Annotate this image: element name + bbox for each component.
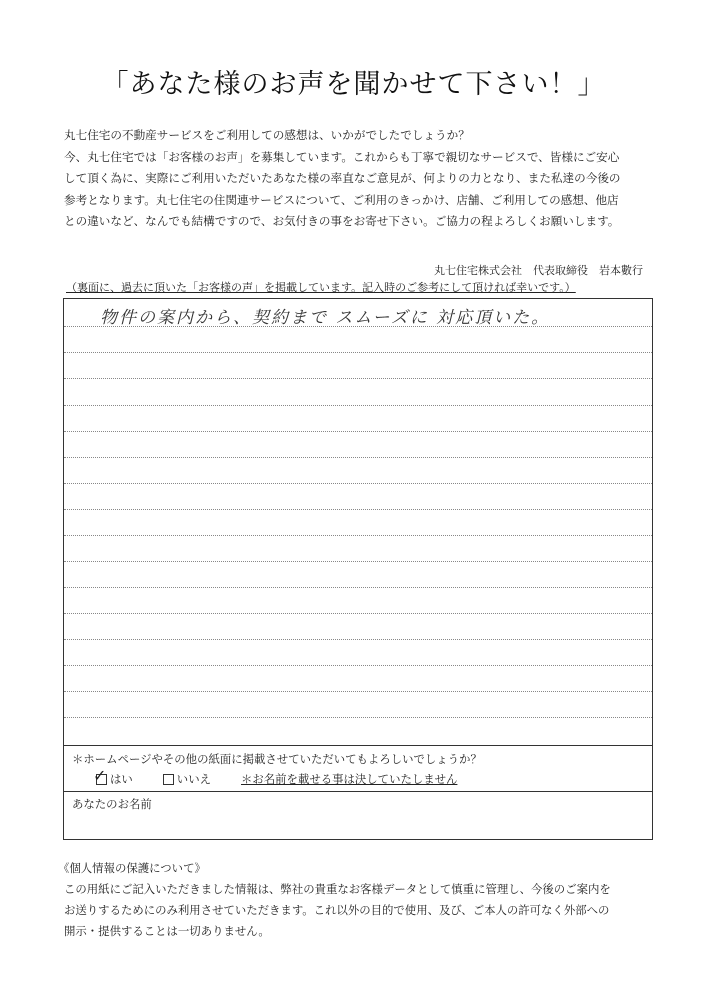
intro-line: との違いなど、なんでも結構ですので、お気付きの事をお寄せ下さい。ご協力の程よろしくお願いします。 (64, 214, 620, 228)
name-divider (64, 791, 652, 792)
writing-line (64, 717, 652, 718)
yes-label: はい (110, 772, 133, 786)
signature: 丸七住宅株式会社 代表取締役 岩本數行 (434, 264, 643, 277)
privacy-line: この用紙にご記入いただきました情報は、弊社の貴重なお客様データとして慎重に管理し、今後のご案内を (64, 882, 611, 896)
name-privacy-note: ＊お名前を載せる事は決していたしません (240, 772, 458, 786)
comment-form (63, 298, 653, 840)
checkmark-icon (96, 774, 107, 785)
writing-line (64, 613, 652, 614)
privacy-line: 開示・提供することは一切ありません。 (64, 924, 270, 938)
writing-line (64, 535, 652, 536)
intro-line: して頂く為に、実際にご利用いただいたあなた様の率直なご意見が、何よりの力となり、また私達の今後の (64, 171, 621, 185)
writing-line (64, 483, 652, 484)
consent-divider (64, 745, 652, 746)
intro-text (64, 125, 664, 233)
writing-line (64, 378, 652, 379)
writing-line (64, 431, 652, 432)
writing-line (64, 691, 652, 692)
writing-line (64, 405, 652, 406)
writing-line (64, 352, 652, 353)
writing-line (64, 665, 652, 666)
consent-question: ＊ホームページやその他の紙面に掲載させていただいてもよろしいでしょうか？ (72, 752, 482, 766)
writing-line (64, 326, 652, 327)
writing-line (64, 587, 652, 588)
writing-line (64, 457, 652, 458)
privacy-line: お送りするためにのみ利用させていただきます。これ以外の目的で使用、及び、ご本人の許可なく外部への (64, 903, 610, 917)
intro-line: 参考となります。丸七住宅の住関連サービスについて、ご利用のきっかけ、店舗、ご利用しての感想、他店 (64, 192, 619, 207)
no-checkbox[interactable] (163, 771, 211, 787)
handwritten-comment[interactable]: 物件の案内から、契約まで スムーズに 対応頂いた。 (100, 308, 551, 328)
reference-note-text: （裏面に、過去に頂いた「お客様の声」を掲載しています。記入時のご参考にして頂ければ幸いです。） (66, 281, 576, 294)
privacy-section (58, 858, 664, 942)
yes-checkbox[interactable] (96, 771, 133, 787)
privacy-heading: 《個人情報の保護について》 (58, 861, 206, 875)
intro-line: 丸七住宅の不動産サービスをご利用しての感想は、いかがでしたでしょうか？ (64, 128, 470, 142)
no-label: いいえ (176, 772, 211, 786)
writing-line (64, 561, 652, 562)
writing-line (64, 639, 652, 640)
writing-line (64, 509, 652, 510)
intro-line: 今、丸七住宅では「お客様のお声」を募集しています。これからも丁寧で親切なサービスで、皆様にご安心 (64, 149, 620, 164)
reference-note (66, 279, 644, 295)
page-title: 「あなた様のお声を聞かせて下さい！」 (101, 69, 606, 100)
consent-options (96, 771, 457, 787)
name-field-label: あなたのお名前 (72, 797, 152, 811)
checkbox-icon (163, 774, 174, 785)
